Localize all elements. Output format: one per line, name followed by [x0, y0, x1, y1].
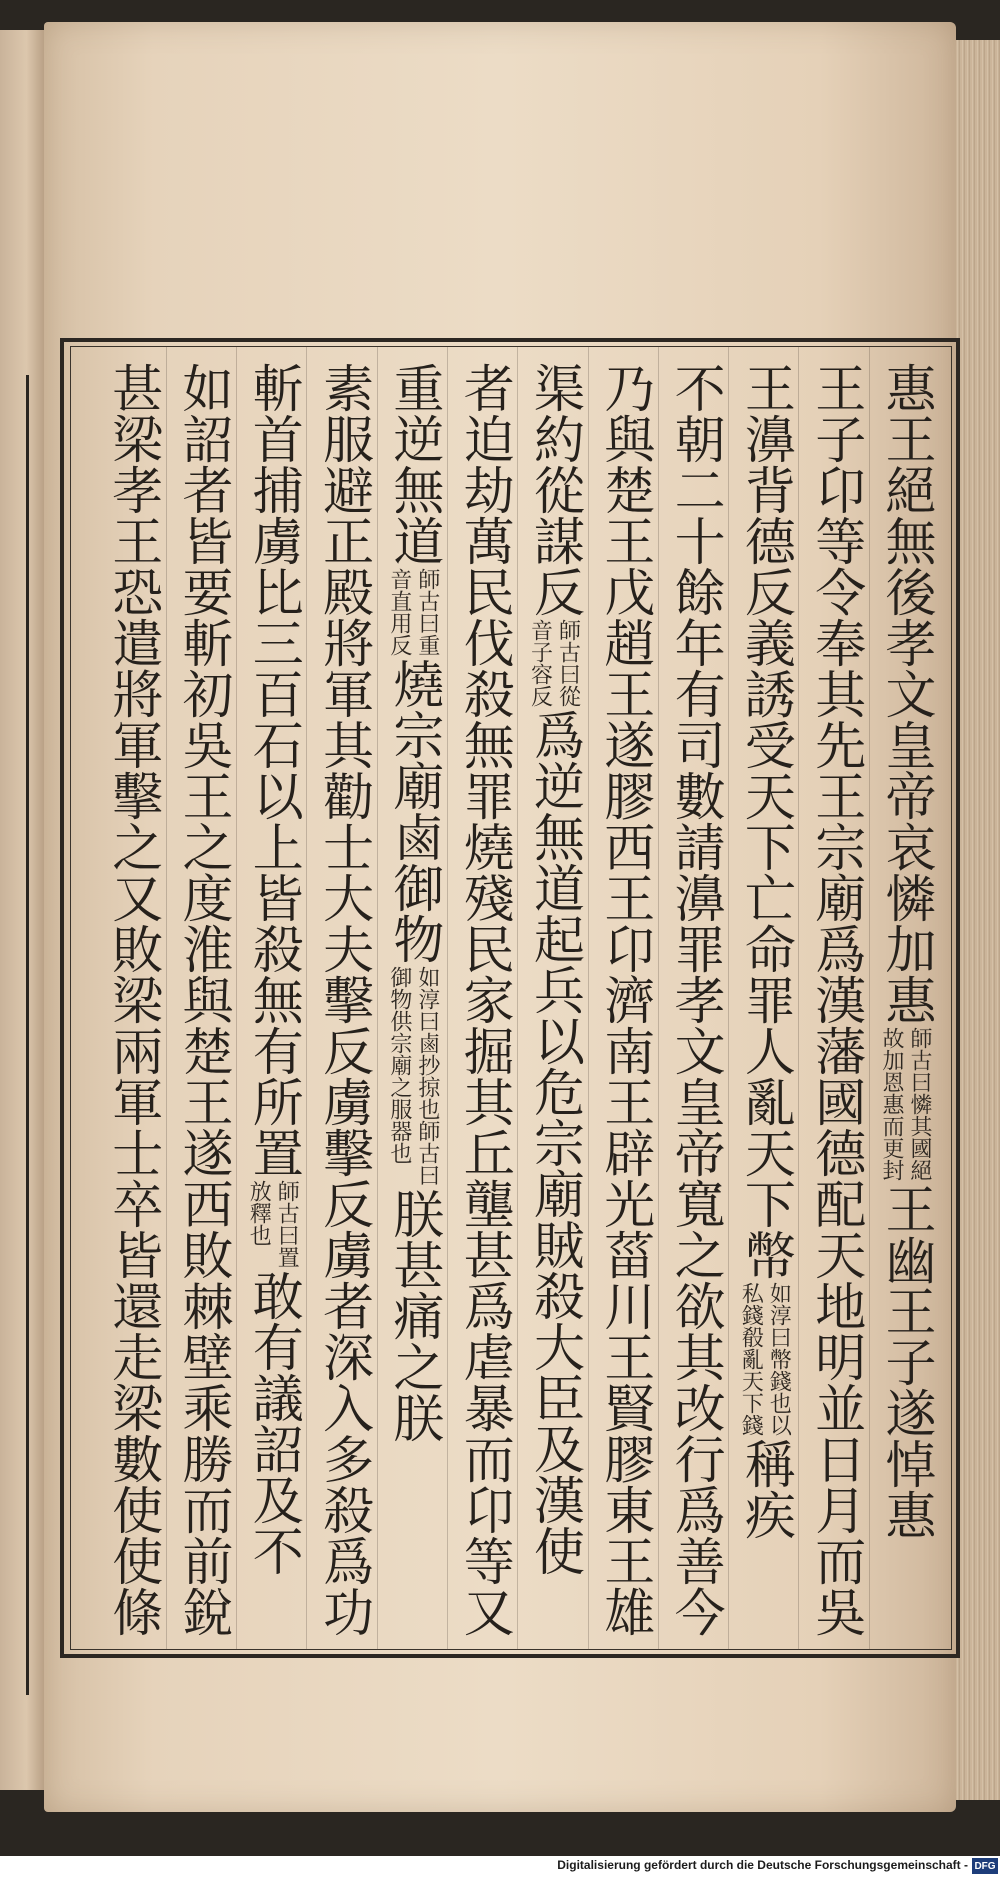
main-text: 敢有議詔及不 [243, 1270, 303, 1576]
column-rule [588, 346, 589, 1650]
main-text: 王幽王子遂悼惠 [876, 1183, 935, 1540]
column-rule [798, 346, 799, 1650]
column-rule [869, 346, 870, 1650]
commentary-line: 師古曰憐其國絕 [907, 1027, 932, 1181]
main-text: 渠約從謀反 [524, 362, 584, 617]
text-column [592, 362, 656, 1652]
text-column [381, 362, 445, 1652]
commentary-note [386, 568, 440, 656]
footer-bar [0, 1856, 1000, 1878]
text-column [100, 362, 164, 1652]
main-text: 燒宗廟鹵御物 [383, 658, 443, 964]
commentary-note [527, 619, 581, 707]
main-text: 者迫劫萬民伐殺無罪燒殘民家掘其丘壟甚爲虐暴而卬等又 [454, 362, 514, 1637]
text-column [803, 362, 867, 1652]
commentary-note [737, 1282, 791, 1436]
commentary-note [245, 1180, 299, 1268]
main-text: 乃與楚王戊趙王遂膠西王卬濟南王辟光菑川王賢膠東王雄 [594, 362, 654, 1637]
commentary-line: 御物供宗廟之服器也 [386, 966, 412, 1164]
previous-page-edge [0, 30, 46, 1790]
text-column [662, 362, 726, 1652]
text-column [873, 362, 937, 1652]
column-rule [447, 346, 448, 1650]
column-rule [236, 346, 237, 1650]
commentary-line: 私錢殽亂天下錢 [738, 1282, 764, 1436]
previous-page-frame-border [4, 375, 29, 1695]
main-text: 素服避正殿將軍其勸士大夫擊反虜擊反虜者深入多殺爲功 [313, 362, 373, 1637]
main-text: 朕甚痛之朕 [383, 1188, 443, 1443]
column-rule [728, 346, 729, 1650]
commentary-line: 師古曰從 [555, 619, 581, 707]
main-text: 不朝二十餘年有司數請濞罪孝文皇帝寬之欲其改行爲善今 [665, 362, 725, 1637]
main-text: 如詔者皆要斬初吳王之度淮與楚王遂西敗棘壁乘勝而前銳 [173, 362, 232, 1637]
text-column [311, 362, 375, 1652]
text-column [240, 362, 304, 1652]
page-stack-edge [956, 40, 1000, 1800]
column-rule [306, 346, 307, 1650]
commentary-line: 音直用反 [386, 568, 412, 656]
commentary-line: 故加恩惠而更封 [879, 1027, 904, 1181]
main-text: 王濞背德反義誘受天下亡命罪人亂天下幣 [735, 362, 795, 1280]
main-text: 惠王絕無後孝文皇帝哀憐加惠 [876, 362, 935, 1025]
main-text: 爲逆無道起兵以危宗廟賊殺大臣及漢使 [524, 709, 584, 1576]
text-column [732, 362, 796, 1652]
main-text: 王子卬等令奉其先王宗廟爲漢藩國德配天地明並日月而吳 [805, 362, 865, 1637]
main-text: 斬首捕虜比三百石以上皆殺無有所置 [243, 362, 303, 1178]
commentary-line: 師古曰置 [274, 1180, 300, 1268]
commentary-line: 音子容反 [527, 619, 553, 707]
text-column [451, 362, 515, 1652]
text-column [170, 362, 234, 1652]
column-rule [377, 346, 378, 1650]
column-rule [517, 346, 518, 1650]
main-text: 稱疾 [735, 1438, 795, 1540]
main-text: 重逆無道 [383, 362, 443, 566]
commentary-note [386, 966, 440, 1186]
commentary-line: 如淳曰幣錢也以 [766, 1282, 792, 1436]
column-rule [658, 346, 659, 1650]
dfg-logo: DFG [972, 1858, 998, 1874]
column-rule [166, 346, 167, 1650]
commentary-note [878, 1027, 932, 1181]
main-text: 甚梁孝王恐遣將軍擊之又敗梁兩軍士卒皆還走梁數使使條 [102, 362, 162, 1637]
commentary-line: 如淳曰鹵抄掠也師古曰 [414, 966, 440, 1186]
commentary-line: 放釋也 [246, 1180, 272, 1246]
footer-credit: Digitalisierung gefördert durch die Deutsche Forschungsgemeinschaft - [557, 1858, 968, 1872]
commentary-line: 師古曰重 [414, 568, 440, 656]
text-column [522, 362, 586, 1652]
